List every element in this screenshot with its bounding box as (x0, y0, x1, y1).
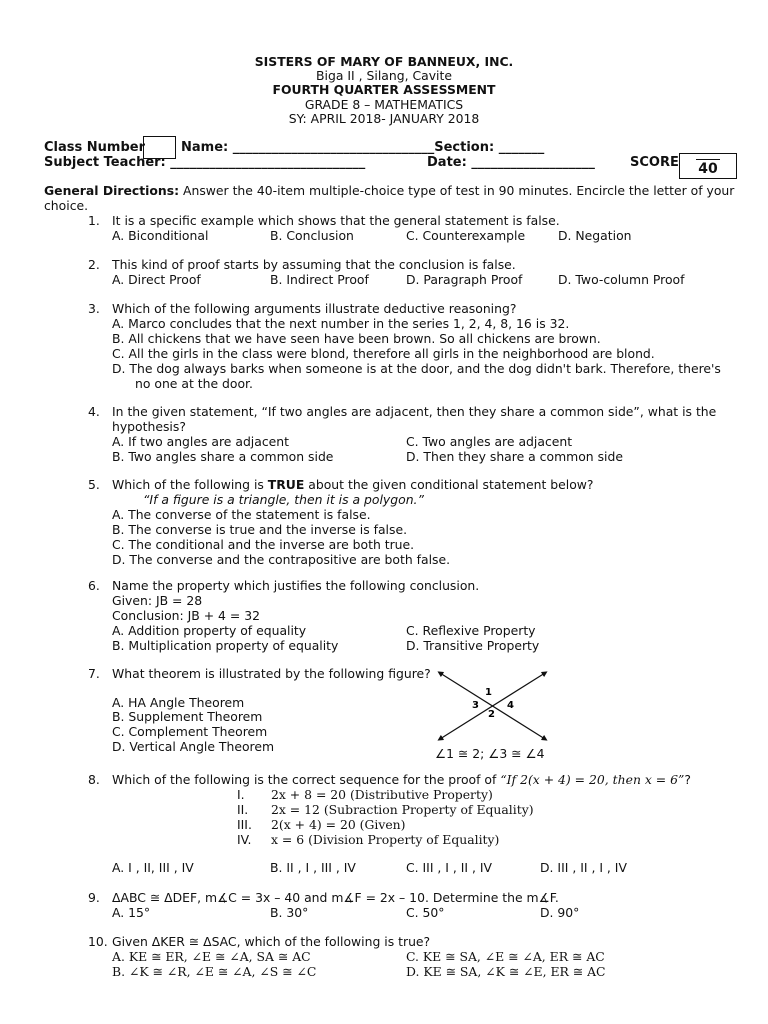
school-year: SY: APRIL 2018- JANUARY 2018 (288, 110, 480, 126)
option-a[interactable]: A. Direct Proof (112, 272, 201, 287)
option-c[interactable]: C. KE ≅ SA, ∠E ≅ ∠A, ER ≅ AC (406, 949, 605, 964)
stem-text: about the given conditional statement below? (304, 477, 594, 492)
conclusion-line: Conclusion: JB + 4 = 32 (112, 608, 260, 623)
option-b[interactable]: B. Conclusion (270, 228, 354, 243)
option-d[interactable]: D. III , II , I , IV (540, 860, 627, 875)
option-a[interactable]: A. KE ≅ ER, ∠E ≅ ∠A, SA ≅ AC (112, 949, 311, 964)
option-b[interactable]: B. The converse is true and the inverse is false. (112, 522, 408, 537)
step-equation-2: 2x = 12 (Subraction Property of Equality) (271, 802, 534, 817)
option-a[interactable]: A. Biconditional (112, 228, 209, 243)
step-roman-4: IV. (237, 832, 252, 847)
angle-label-1: 1 (485, 687, 492, 698)
stem-text: ? (684, 772, 691, 787)
step-roman-2: II. (237, 802, 249, 817)
option-a[interactable]: A. Addition property of equality (112, 623, 307, 638)
question-stem (112, 773, 724, 788)
score-box (679, 153, 737, 179)
option-a[interactable]: A. The converse of the statement is false. (112, 507, 371, 522)
option-d[interactable]: D. Negation (558, 228, 632, 243)
question-stem: Which of the following arguments illustrate deductive reasoning? (112, 301, 517, 316)
option-c[interactable]: C. Counterexample (406, 228, 526, 243)
stem-text: Which of the following is the correct sequence for the proof of (112, 772, 501, 787)
option-d[interactable]: D. The dog always barks when someone is at the door, and the dog didn't bark. Therefore, there's (112, 361, 721, 376)
option-b[interactable]: B. Supplement Theorem (112, 709, 263, 724)
step-equation-1: 2x + 8 = 20 (Distributive Property) (271, 787, 493, 802)
option-d[interactable]: D. 90° (540, 905, 580, 920)
option-a[interactable]: A. HA Angle Theorem (112, 695, 245, 710)
vertical-angles-figure (430, 666, 560, 746)
option-c[interactable]: D. Paragraph Proof (406, 272, 523, 287)
exam-title: FOURTH QUARTER ASSESSMENT (272, 82, 496, 98)
class-number-label: Class Number (44, 140, 145, 155)
option-c[interactable]: C. Two angles are adjacent (406, 434, 573, 449)
given-line: Given: JB = 28 (112, 593, 203, 608)
option-d[interactable]: D. KE ≅ SA, ∠K ≅ ∠E, ER ≅ AC (406, 964, 606, 979)
option-d-cont: no one at the door. (135, 376, 253, 391)
directions-label: General Directions: (44, 183, 180, 198)
stem-emphasis: TRUE (267, 477, 305, 492)
stem-math: “If 2(x + 4) = 20, then x = 6” (500, 772, 685, 787)
score-total: 40 (698, 161, 718, 177)
question-number: 8. (88, 772, 100, 787)
exam-header (0, 55, 768, 126)
grade-subject: GRADE 8 – MATHEMATICS (304, 96, 464, 112)
option-c[interactable]: C. 50° (406, 905, 445, 920)
option-d[interactable]: D. Two-column Proof (558, 272, 685, 287)
option-b[interactable]: B. 30° (270, 905, 309, 920)
option-c[interactable]: C. Complement Theorem (112, 724, 268, 739)
option-c[interactable]: C. The conditional and the inverse are both true. (112, 537, 415, 552)
option-a[interactable]: A. If two angles are adjacent (112, 434, 289, 449)
question-number: 4. (88, 404, 100, 419)
date-line: Date: ___________________ (427, 155, 595, 170)
question-stem-cont: hypothesis? (112, 419, 186, 434)
option-b[interactable]: B. ∠K ≅ ∠R, ∠E ≅ ∠A, ∠S ≅ ∠C (112, 964, 317, 979)
directions-text-cont: choice. (44, 198, 89, 213)
conditional-statement: “If a figure is a triangle, then it is a polygon.” (143, 492, 424, 507)
score-label: SCORE (630, 155, 679, 170)
option-c[interactable]: C. Reflexive Property (406, 623, 536, 638)
general-directions (44, 184, 734, 199)
option-b[interactable]: B. All chickens that we have seen have been brown. So all chickens are brown. (112, 331, 601, 346)
question-stem (112, 478, 724, 493)
school-name: SISTERS OF MARY OF BANNEUX, INC. (254, 54, 514, 69)
question-number: 1. (88, 213, 100, 228)
score-fraction-bar (696, 159, 720, 160)
option-b[interactable]: B. Indirect Proof (270, 272, 369, 287)
question-number: 3. (88, 301, 100, 316)
question-stem: Given ΔKER ≅ ΔSAC, which of the following is true? (112, 934, 431, 949)
option-a[interactable]: A. Marco concludes that the next number in the series 1, 2, 4, 8, 16 is 32. (112, 316, 570, 331)
question-stem: What theorem is illustrated by the following figure? (112, 666, 431, 681)
option-d[interactable]: D. Vertical Angle Theorem (112, 739, 275, 754)
option-c[interactable]: C. III , I , II , IV (406, 860, 493, 875)
option-d[interactable]: D. Then they share a common side (406, 449, 623, 464)
question-stem: This kind of proof starts by assuming that the conclusion is false. (112, 257, 516, 272)
name-section-line: Name: _______________________________Section: _______ (181, 140, 545, 155)
question-number: 9. (88, 890, 100, 905)
question-stem: It is a specific example which shows that the general statement is false. (112, 213, 560, 228)
step-roman-1: I. (237, 787, 245, 802)
option-b[interactable]: B. II , I , III , IV (270, 860, 356, 875)
option-a[interactable]: A. I , II, III , IV (112, 860, 194, 875)
angle-label-3: 3 (472, 700, 479, 711)
option-d[interactable]: D. The converse and the contrapositive are both false. (112, 552, 451, 567)
question-stem: ΔABC ≅ ΔDEF, m∡C = 3x – 40 and m∡F = 2x – 10. Determine the m∡F. (112, 890, 559, 905)
question-number: 10. (88, 934, 108, 949)
question-number: 5. (88, 477, 100, 492)
subject-teacher-line: Subject Teacher: ______________________________ (44, 155, 366, 170)
angle-label-4: 4 (507, 700, 514, 711)
directions-text: Answer the 40-item multiple-choice type of test in 90 minutes. Encircle the letter of your (179, 183, 735, 198)
option-b[interactable]: B. Multiplication property of equality (112, 638, 339, 653)
option-a[interactable]: A. 15° (112, 905, 151, 920)
step-equation-4: x = 6 (Division Property of Equality) (271, 832, 500, 847)
step-equation-3: 2(x + 4) = 20 (Given) (271, 817, 406, 832)
figure-caption: ∠1 ≅ 2; ∠3 ≅ ∠4 (435, 746, 545, 761)
question-number: 2. (88, 257, 100, 272)
option-d[interactable]: D. Transitive Property (406, 638, 540, 653)
question-number: 7. (88, 666, 100, 681)
option-c[interactable]: C. All the girls in the class were blond, therefore all girls in the neighborhood are blond. (112, 346, 655, 361)
question-stem: Name the property which justifies the following conclusion. (112, 578, 480, 593)
angle-label-2: 2 (488, 709, 495, 720)
option-b[interactable]: B. Two angles share a common side (112, 449, 334, 464)
question-number: 6. (88, 578, 100, 593)
stem-text: Which of the following is (112, 477, 268, 492)
question-stem: In the given statement, “If two angles are adjacent, then they share a common side”, what is the (112, 404, 717, 419)
step-roman-3: III. (237, 817, 252, 832)
school-address: Biga II , Silang, Cavite (316, 68, 452, 84)
